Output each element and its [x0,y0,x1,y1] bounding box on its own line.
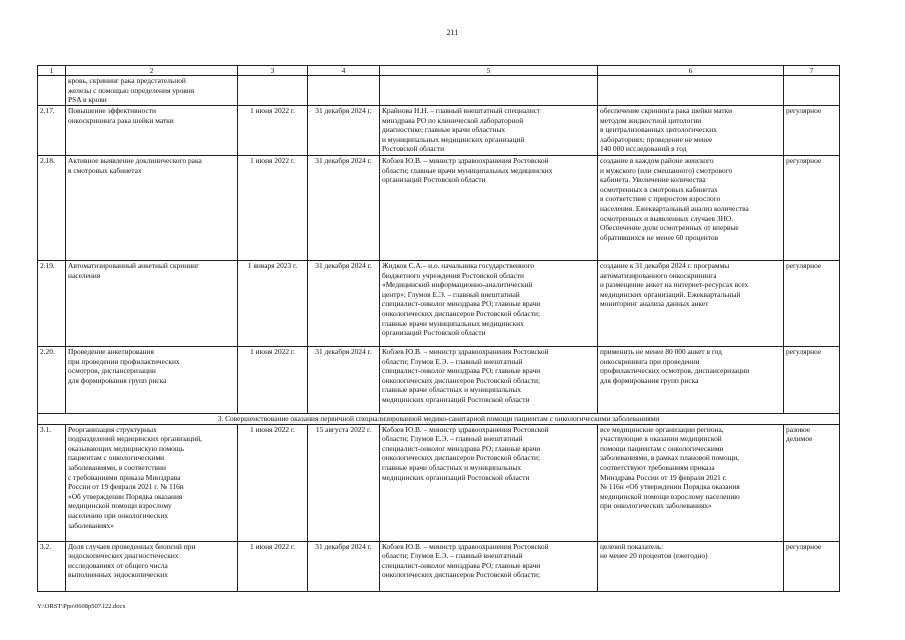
text-line: медицинских организаций Ростовской области [382,394,530,404]
cell-result [598,541,784,591]
text-line: целевой показатель: [600,541,664,551]
cell-start-date: 1 января 2023 г. [238,261,308,347]
text-line: онкоскрининга при проведении [600,356,700,366]
text-line: все медицинские организации региона, [600,424,724,434]
plan-table [37,65,840,592]
text-line: Кобзев Ю.В. – министр здравоохранения Ростовской [382,424,549,434]
cell-result [598,106,784,156]
table-row [38,347,840,414]
cell-result [598,261,784,347]
text-line: медицинских организаций Ростовской области [382,472,530,482]
text-line: обеспечение скрининга рака шейки матки [600,106,733,115]
cell-end-date: 15 августа 2022 г. [308,424,380,541]
text-line: мониторинг анализа данных анкет [600,299,709,309]
table-row [38,261,840,347]
text-line: «Об утверждении Порядка оказания [68,491,183,501]
cell-task [66,261,238,347]
text-line: для формирования групп риска [600,375,699,385]
section-title: 3. Совершенствование оказания первичной специализированной медико-санитарной помощи пациентам с онкологическими заболеваниями [38,414,840,425]
cell-type: разовое делимое [784,424,840,541]
text-line: PSA в крови [68,95,107,105]
text-line: России от 19 февраля 2021 г. № 116н [68,482,184,492]
text-line: с требованиями приказа Минздрава [68,472,181,482]
cell-responsible [380,424,598,541]
text-line: профилактических осмотров, диспансеризации [600,366,750,376]
section-row [38,414,840,425]
cell-start-date: 1 июня 2022 г. [238,106,308,156]
cell-task [66,541,238,591]
text-line: создание в каждом районе женского [600,156,714,165]
text-line: Минздрава России от 19 февраля 2021 г. [600,472,727,482]
cell-end-date: 31 декабря 2024 г. [308,347,380,414]
continuation-row [38,76,840,106]
text-line: помощи пациентам с онкологическими [600,443,724,453]
text-line: организаций Ростовской области [382,175,486,185]
col-header: 6 [598,66,784,76]
text-line: области; Глумов Е.Э. – главный внештатный [382,434,523,444]
text-line: осмотренных и выявленных случаев ЗНО. [600,213,734,223]
cell-responsible [380,541,598,591]
table-row [38,106,840,156]
text-line: минздрава РО по клинической лабораторной [382,115,524,125]
text-line: Повышение эффективности [68,106,156,115]
text-line: при онкологических заболеваниях» [600,501,712,511]
file-path-footer: Y:\ORST\Ppo\0608p507.f22.docx [37,603,126,610]
cell-type: регулярное [784,347,840,414]
cell-responsible [380,156,598,261]
text-line: 140 000 исследований в год [600,144,687,154]
cell-result [598,347,784,414]
text-line: № 116н «Об утверждении Порядка оказания [600,482,740,492]
text-line: онкологических диспансеров Ростовской области; [382,375,541,385]
cell-num: 2.17. [38,106,66,156]
text-line: Кобзев Ю.В. – министр здравоохранения Ростовской [382,541,549,551]
text-line: медицинской помощи взрослому населению [600,491,740,501]
cell-num: 2.18. [38,156,66,261]
text-line: области; Глумов Е.Э. – главный внештатный [382,551,523,561]
cell-num: 2.20. [38,347,66,414]
text-line: населению при онкологических [68,510,169,520]
cell-task [66,156,238,261]
text-line: создание к 31 декабря 2024 г. программы [600,261,730,270]
text-line: железы с помощью определения уровня [68,85,195,95]
text-line: Активное выявление доклинического рака [68,156,202,165]
text-line: не менее 20 процентов (ежегодно) [600,551,708,561]
text-line: участвующие в оказании медицинской [600,434,722,444]
text-line: населения [68,270,101,280]
text-line: автоматизированного онкоскрининга [600,270,717,280]
text-line: онкологических диспансеров Ростовской области; [382,570,541,580]
col-header: 3 [238,66,308,76]
text-line: медицинской помощи взрослому [68,501,172,511]
text-line: выполненных эндоскопических [68,570,168,580]
cell-result [598,424,784,541]
table-row [38,156,840,261]
text-line: диагностике; главные врачи областных [382,125,506,135]
text-line: Доля случаев проведенных биопсий при [68,541,196,551]
cell-start-date: 1 июня 2022 г. [238,347,308,414]
cell-task [66,347,238,414]
cell-start-date: 1 июня 2022 г. [238,424,308,541]
text-line: заболеваниями, в соответствии [68,462,166,472]
text-line: «Медицинский информационно-аналитический [382,280,533,290]
text-line: обратившихся не менее 60 процентов [600,232,719,242]
cell-result [598,156,784,261]
cell-type: регулярное [784,156,840,261]
text-line: применить не менее 80 000 анкет в год [600,347,722,356]
text-line: осмотренных в смотровых кабинетах [600,184,718,194]
col-header: 2 [66,66,238,76]
text-line: онкологических диспансеров Ростовской области; [382,453,541,463]
col-header: 1 [38,66,66,76]
text-line: медицинских организаций. Ежеквартальный [600,289,741,299]
cell-type: регулярное [784,541,840,591]
text-line: специалист-онколог минздрава РО; главные врачи [382,366,541,376]
text-line: Кобзев Ю.В. – министр здравоохранения Ростовской [382,347,549,356]
text-line: для формирования групп риска [68,375,167,385]
cell-type: регулярное [784,106,840,156]
text-line: Проведение анкетирования [68,347,154,356]
table-row [38,424,840,541]
text-line: Кобзев Ю.В. – министр здравоохранения Ростовской [382,156,549,165]
text-line: заболеваниями, в рамках плановой помощи, [600,453,740,463]
text-line: главные врачи муниципальных медицинских [382,318,524,328]
text-line: главные врачи областных и муниципальных [382,462,522,472]
text-line: и размещение анкет на интернет-ресурсах всех [600,280,749,290]
text-line: онкоскрининга рака шейки матки [68,115,174,125]
cell-end-date: 31 декабря 2024 г. [308,106,380,156]
text-line: оказывающих медицинскую помощь [68,443,184,453]
text-line: Обеспечение доли осмотренных от впервые [600,223,739,233]
text-line: и муниципальных медицинских организаций [382,134,525,144]
text-line: осмотров, диспансеризации [68,366,156,376]
text-line: заболеваниях» [68,520,114,530]
cell-end-date: 31 декабря 2024 г. [308,541,380,591]
text-line: онкологических диспансеров Ростовской области; [382,308,541,318]
text-line: лабораториях; проведение не менее [600,134,713,144]
text-line: Ростовской области [382,144,445,154]
cell-end-date: 31 декабря 2024 г. [308,156,380,261]
cell-responsible [380,347,598,414]
cell-start-date: 1 июня 2022 г. [238,541,308,591]
text-line: в соответствие с приростом взрослого [600,194,721,204]
text-line: в централизованных цитологических [600,125,717,135]
text-line: при проведении профилактических [68,356,180,366]
text-line: и мужского (или смешанного) смотрового [600,165,733,175]
cell-num [38,76,66,106]
text-line: подразделений медицинских организаций, [68,434,203,444]
text-line: области; главные врачи муниципальных медицинских [382,165,553,175]
text-line: исследованиях от общего числа [68,560,168,570]
cell-task [66,106,238,156]
col-header: 4 [308,66,380,76]
text-line: центр»; Глумов Е.Э. – главный внештатный [382,289,520,299]
cell-num: 3.1. [38,424,66,541]
col-header: 7 [784,66,840,76]
cell-responsible [380,261,598,347]
cell-task [66,76,238,106]
text-line: Автоматизированный анкетный скрининг [68,261,200,270]
text-line: организаций Ростовской области [382,328,486,338]
text-line: населения. Ежеквартальный анализ количества [600,203,749,213]
cell-task [66,424,238,541]
column-number-row [38,66,840,76]
cell-num: 3.2. [38,541,66,591]
text-line: специалист-онколог минздрава РО; главные врачи [382,560,541,570]
text-line: Крайнова Н.Н. – главный внештатный специалист [382,106,541,115]
col-header: 5 [380,66,598,76]
cell-end-date: 31 декабря 2024 г. [308,261,380,347]
cell-responsible [380,106,598,156]
text-line: соответствуют требованиям приказа [600,462,715,472]
table-row [38,541,840,591]
text-line: области; Глумов Е.Э. – главный внештатный [382,356,523,366]
text-line: специалист-онколог минздрава РО; главные врачи [382,299,541,309]
text-line: пациентам с онкологическими [68,453,165,463]
text-line: эндоскопических диагностических [68,551,179,561]
text-line: Реорганизация структурных [68,424,157,434]
cell-start-date: 1 июня 2022 г. [238,156,308,261]
text-line: главные врачи областных и муниципальных [382,385,522,395]
text-line: кровь, скрининг рака предстательной [68,76,186,85]
cell-type: регулярное [784,261,840,347]
text-line: Жидков С.А.– и.о. начальника государственного [382,261,535,270]
text-line: методом жидкостной цитологии [600,115,702,125]
text-line: в смотровых кабинетах [68,165,142,175]
page-number: 211 [446,28,459,37]
text-line: специалист-онколог минздрава РО; главные врачи [382,443,541,453]
text-line: кабинета. Увеличение количества [600,175,706,185]
text-line: бюджетного учреждения Ростовской области [382,270,524,280]
cell-num: 2.19. [38,261,66,347]
